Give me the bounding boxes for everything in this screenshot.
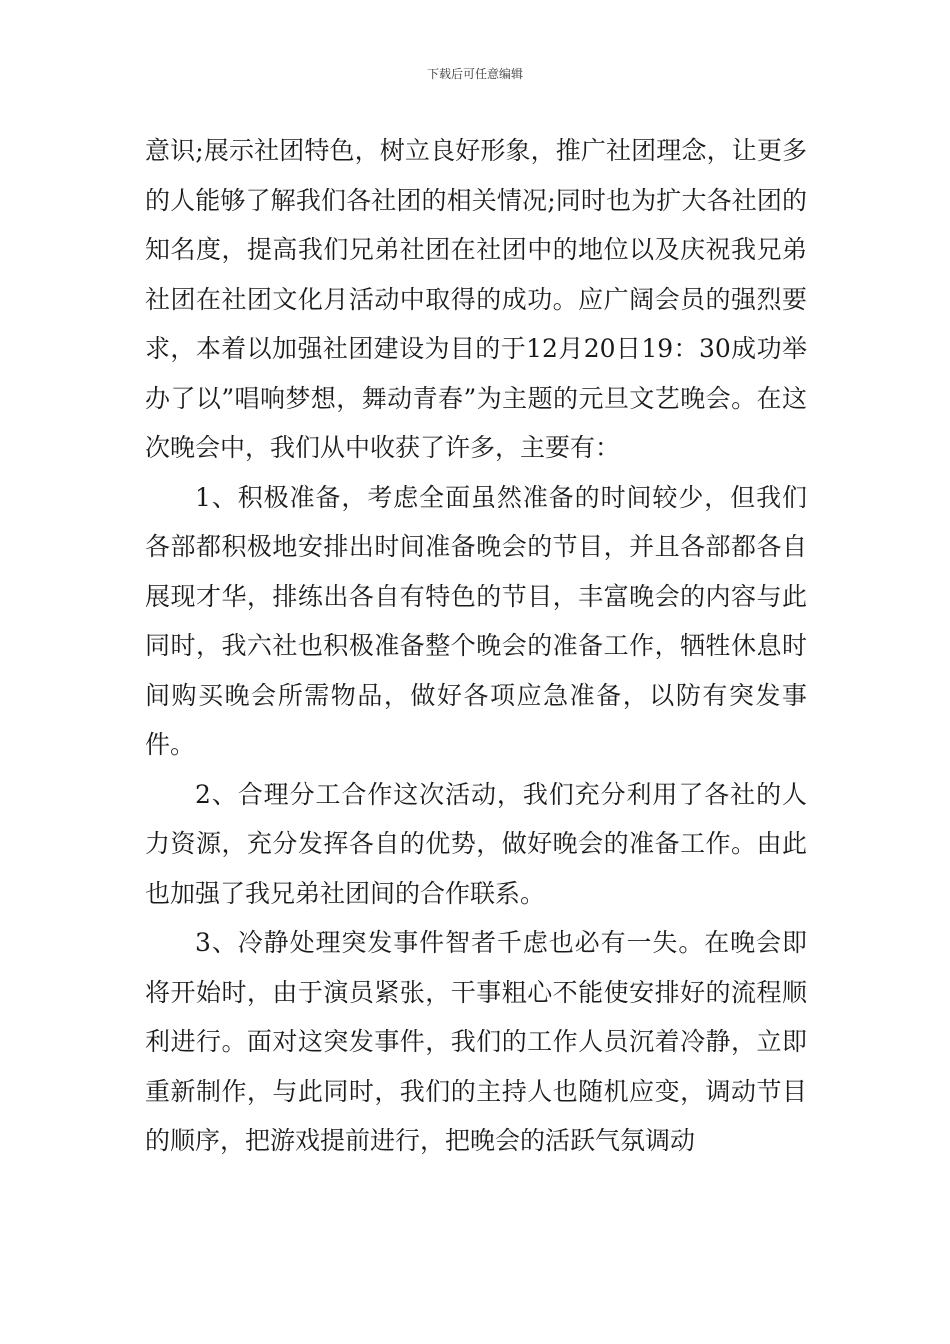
document-body	[145, 126, 807, 1166]
paragraph-point-3: 3、冷静处理突发事件智者千虑也必有一失。在晚会即将开始时，由于演员紧张，干事粗心不能使安排好的流程顺利进行。面对这突发事件，我们的工作人员沉着冷静，立即重新制作，与此同时，我们的主持人也随机应变，调动节目的顺序，把游戏提前进行，把晚会的活跃气氛调动	[145, 928, 807, 1155]
paragraph-point-1: 1、积极准备，考虑全面虽然准备的时间较少，但我们各部都积极地安排出时间准备晚会的节目，并且各部都各自展现才华，排练出各自有特色的节目，丰富晚会的内容与此同时，我六社也积极准备整个晚会的准备工作，牺牲休息时间购买晚会所需物品，做好各项应急准备，以防有突发事件。	[145, 482, 807, 759]
paragraph-point-2: 2、合理分工合作这次活动，我们充分利用了各社的人力资源，充分发挥各自的优势，做好晚会的准备工作。由此也加强了我兄弟社团间的合作联系。	[145, 779, 807, 908]
paragraph-intro: 意识;展示社团特色，树立良好形象，推广社团理念，让更多的人能够了解我们各社团的相关情况;同时也为扩大各社团的知名度，提高我们兄弟社团在社团中的地位以及庆祝我兄弟社团在社团文化月活动中取得的成功。应广阔会员的强烈要求，本着以加强社团建设为目的于12月20日19：30成功举办了以”唱响梦想，舞动青春”为主题的元旦文艺晚会。在这次晚会中，我们从中收获了许多，主要有：	[145, 136, 807, 462]
page-header: 下载后可任意编辑	[426, 67, 523, 81]
